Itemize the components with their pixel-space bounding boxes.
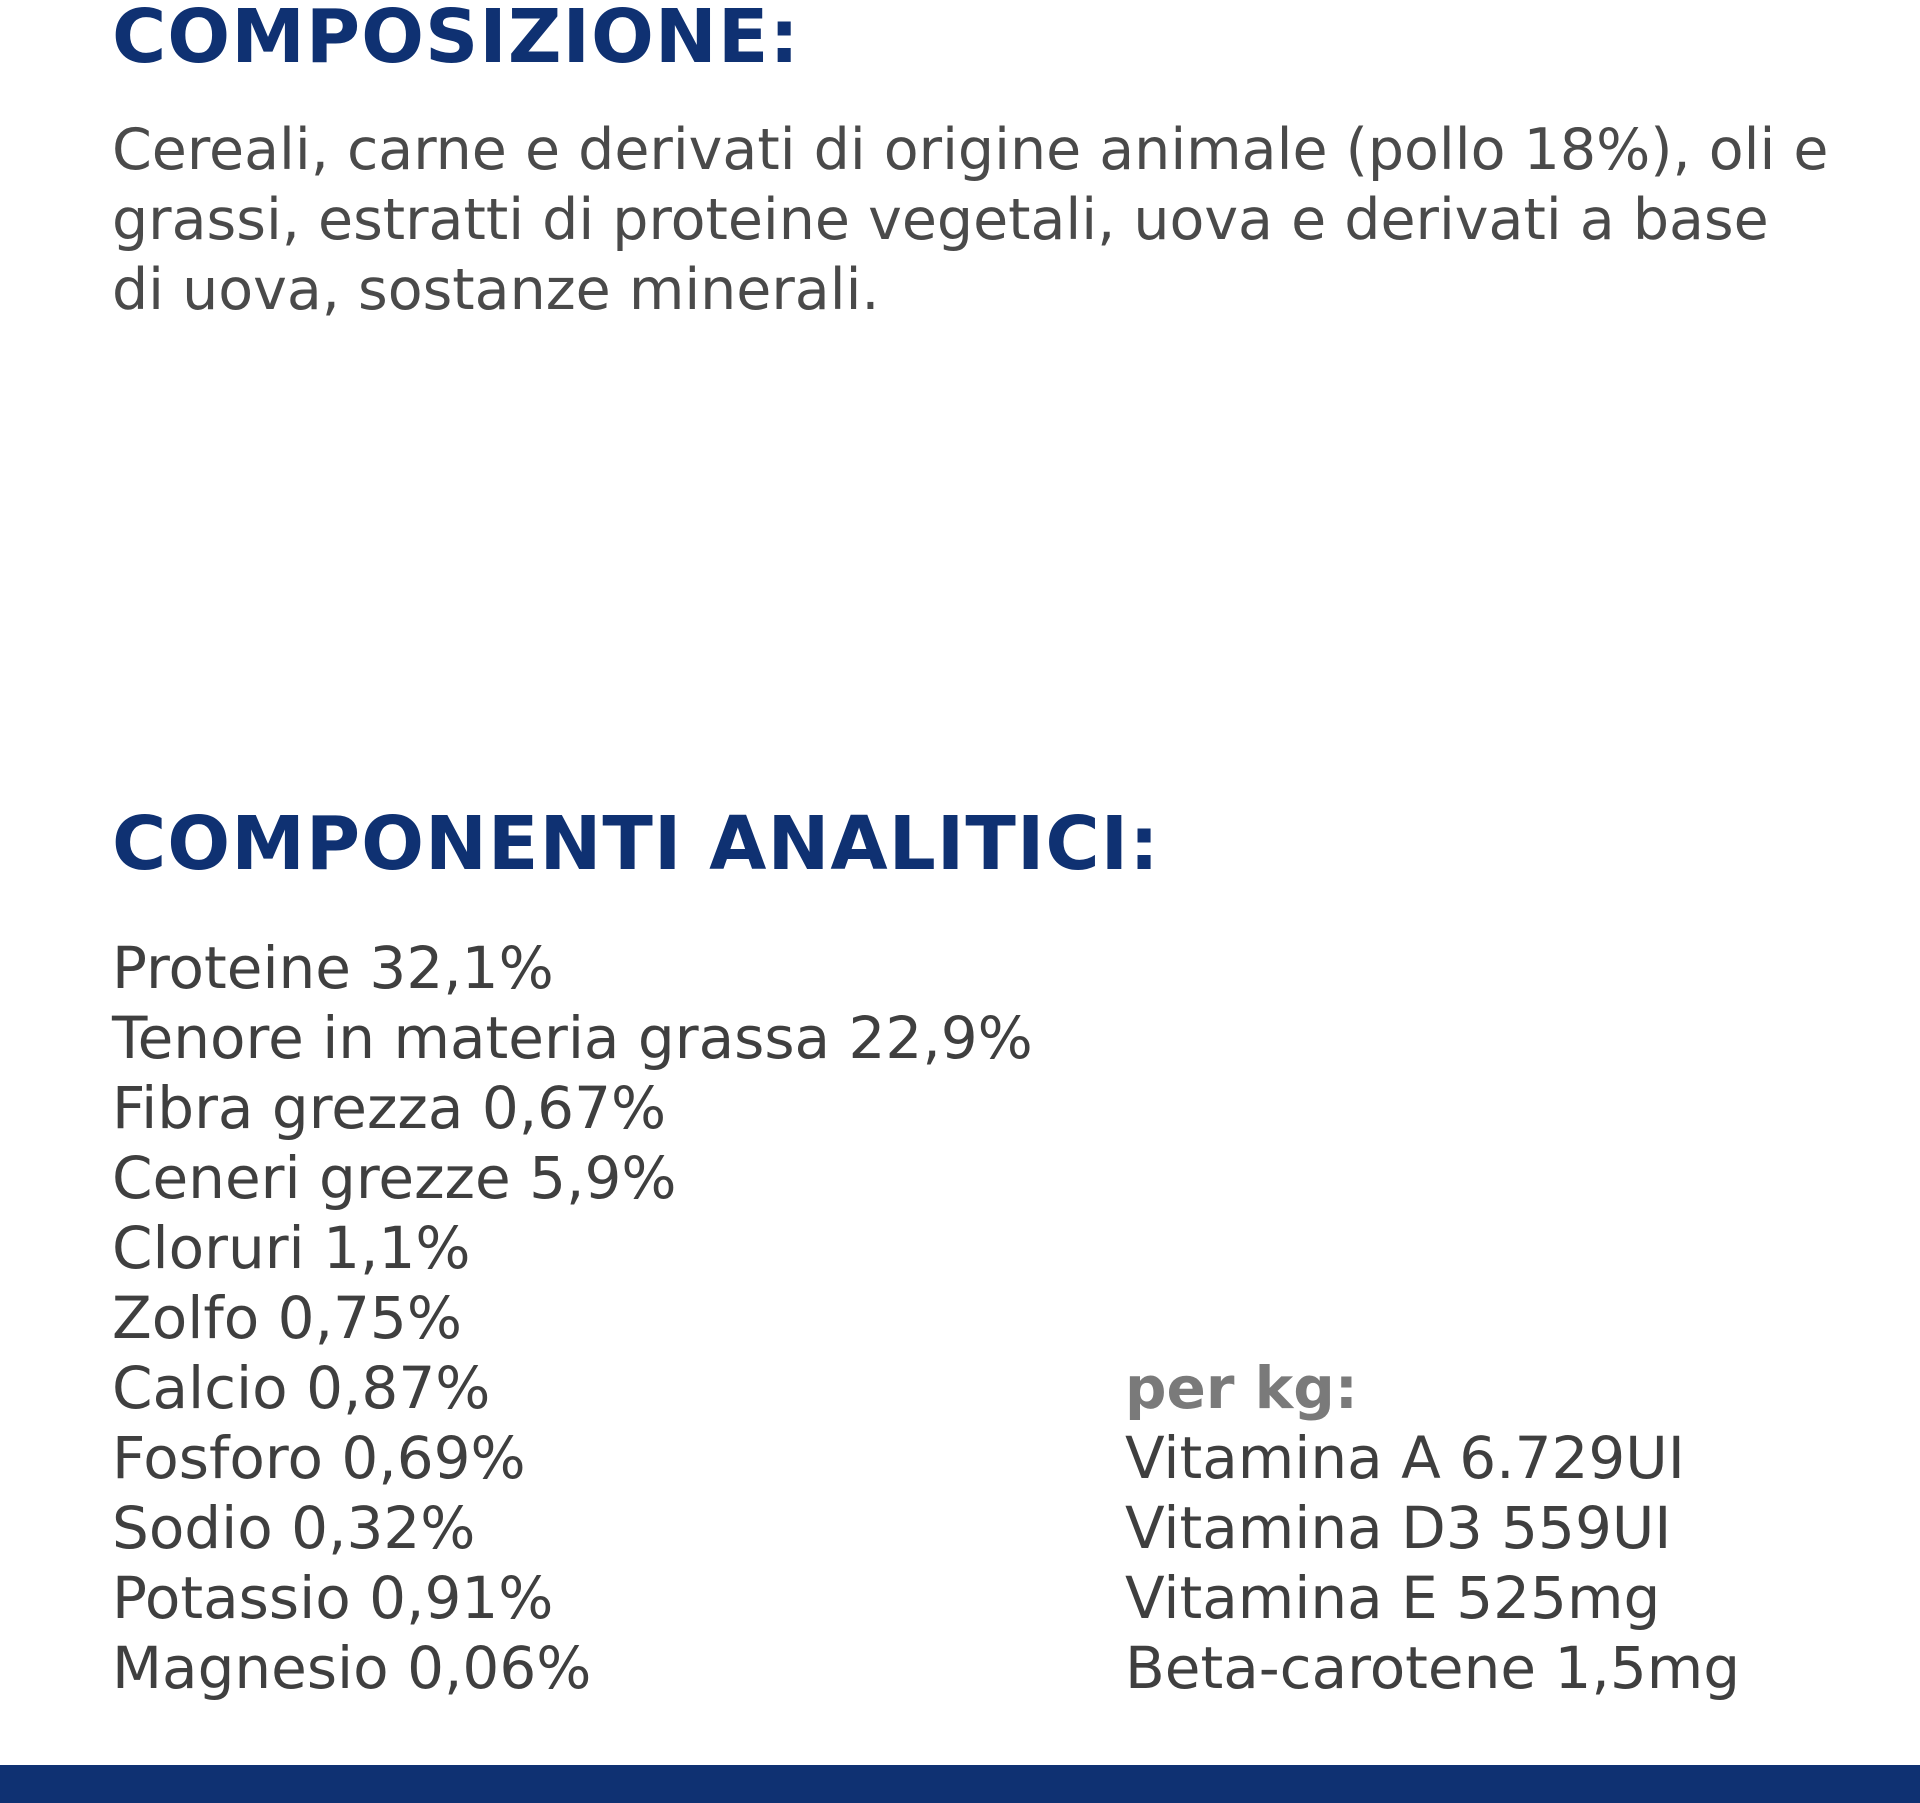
analytic-item: Magnesio 0,06% — [112, 1634, 592, 1702]
analytic-item: Proteine 32,1% — [112, 934, 554, 1002]
analytic-item: Tenore in materia grassa 22,9% — [112, 1004, 1033, 1072]
vitamin-item: Vitamina E 525mg — [1125, 1564, 1661, 1632]
vitamin-item: Vitamina A 6.729UI — [1125, 1424, 1685, 1492]
analytic-item: Zolfo 0,75% — [112, 1284, 462, 1352]
composition-heading: COMPOSIZIONE: — [112, 0, 800, 80]
composition-text: Cereali, carne e derivati di origine animale (pollo 18%), oli e grassi, estratti di proteine vegetali, uova e derivati a base di uova, sostanze minerali. — [112, 117, 1829, 323]
vitamin-item: Vitamina D3 559UI — [1125, 1494, 1672, 1562]
analytic-item: Potassio 0,91% — [112, 1564, 554, 1632]
analytic-components-heading: COMPONENTI ANALITICI: — [112, 801, 1160, 887]
analytic-components-list — [112, 933, 1033, 1703]
vitamin-item: Beta-carotene 1,5mg — [1125, 1634, 1741, 1702]
analytic-item: Ceneri grezze 5,9% — [112, 1144, 677, 1212]
analytic-item: Cloruri 1,1% — [112, 1214, 471, 1282]
vitamins-list — [1125, 1423, 1740, 1703]
per-kg-label: per kg: — [1125, 1354, 1358, 1422]
footer-bar — [0, 1765, 1920, 1803]
per-kg-section — [1125, 1353, 1740, 1703]
analytic-item: Fibra grezza 0,67% — [112, 1074, 667, 1142]
analytic-item: Calcio 0,87% — [112, 1354, 491, 1422]
analytic-item: Fosforo 0,69% — [112, 1424, 526, 1492]
analytic-item: Sodio 0,32% — [112, 1494, 476, 1562]
